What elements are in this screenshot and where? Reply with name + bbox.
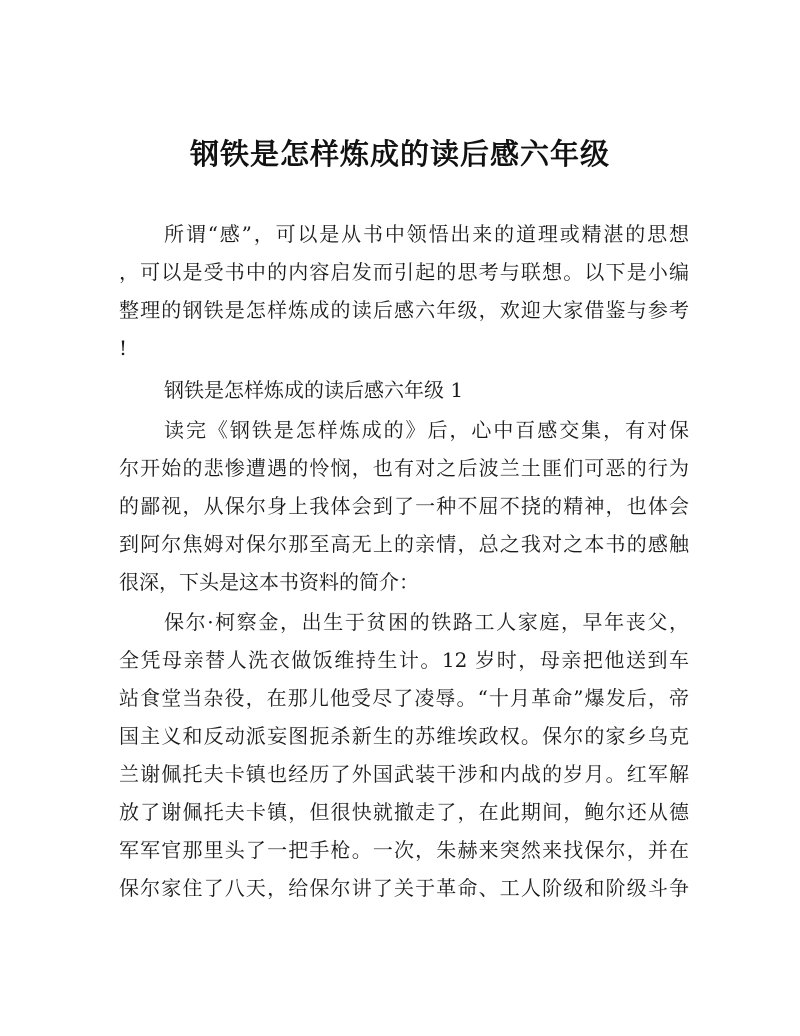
- paragraph-line: 的鄙视，从保尔身上我体会到了一种不屈不挠的精神，也体会: [119, 494, 689, 518]
- paragraph-line: ，可以是受书中的内容启发而引起的思考与联想。以下是小编: [119, 260, 689, 284]
- paragraph-line: 很深，下头是这本书资料的简介：: [119, 570, 419, 594]
- paragraph-line: 所谓“感”，可以是从书中领悟出来的道理或精湛的思想: [164, 222, 689, 246]
- paragraph-line: 尔开始的悲惨遭遇的怜悯，也有对之后波兰土匪们可恶的行为: [119, 456, 689, 480]
- section-heading: 钢铁是怎样炼成的读后感六年级 1: [164, 378, 464, 402]
- paragraph-line: 全凭母亲替人洗衣做饭维持生计。12 岁时，母亲把他送到车: [119, 648, 689, 672]
- paragraph-line: 读完《钢铁是怎样炼成的》后，心中百感交集，有对保: [164, 418, 689, 442]
- paragraph-line: 放了谢佩托夫卡镇，但很快就撤走了，在此期间，鲍尔还从德: [119, 800, 689, 824]
- document-title: 钢铁是怎样炼成的读后感六年级: [189, 137, 610, 171]
- paragraph-line: 到阿尔焦姆对保尔那至高无上的亲情，总之我对之本书的感触: [119, 532, 689, 556]
- paragraph-line: 国主义和反动派妄图扼杀新生的苏维埃政权。保尔的家乡乌克: [119, 724, 689, 748]
- paragraph-line: 保尔家住了八天，给保尔讲了关于革命、工人阶级和阶级斗争: [119, 876, 689, 900]
- paragraph-line: 整理的钢铁是怎样炼成的读后感六年级，欢迎大家借鉴与参考: [119, 298, 689, 322]
- paragraph-line: 兰谢佩托夫卡镇也经历了外国武装干涉和内战的岁月。红军解: [119, 762, 689, 786]
- paragraph-line: !: [119, 336, 128, 360]
- paragraph-line: 站食堂当杂役，在那儿他受尽了凌辱。“十月革命”爆发后，帝: [119, 686, 689, 710]
- paragraph-line: 保尔·柯察金，出生于贫困的铁路工人家庭，早年丧父，: [164, 610, 689, 634]
- paragraph-line: 军军官那里头了一把手枪。一次，朱赫来突然来找保尔，并在: [119, 838, 689, 862]
